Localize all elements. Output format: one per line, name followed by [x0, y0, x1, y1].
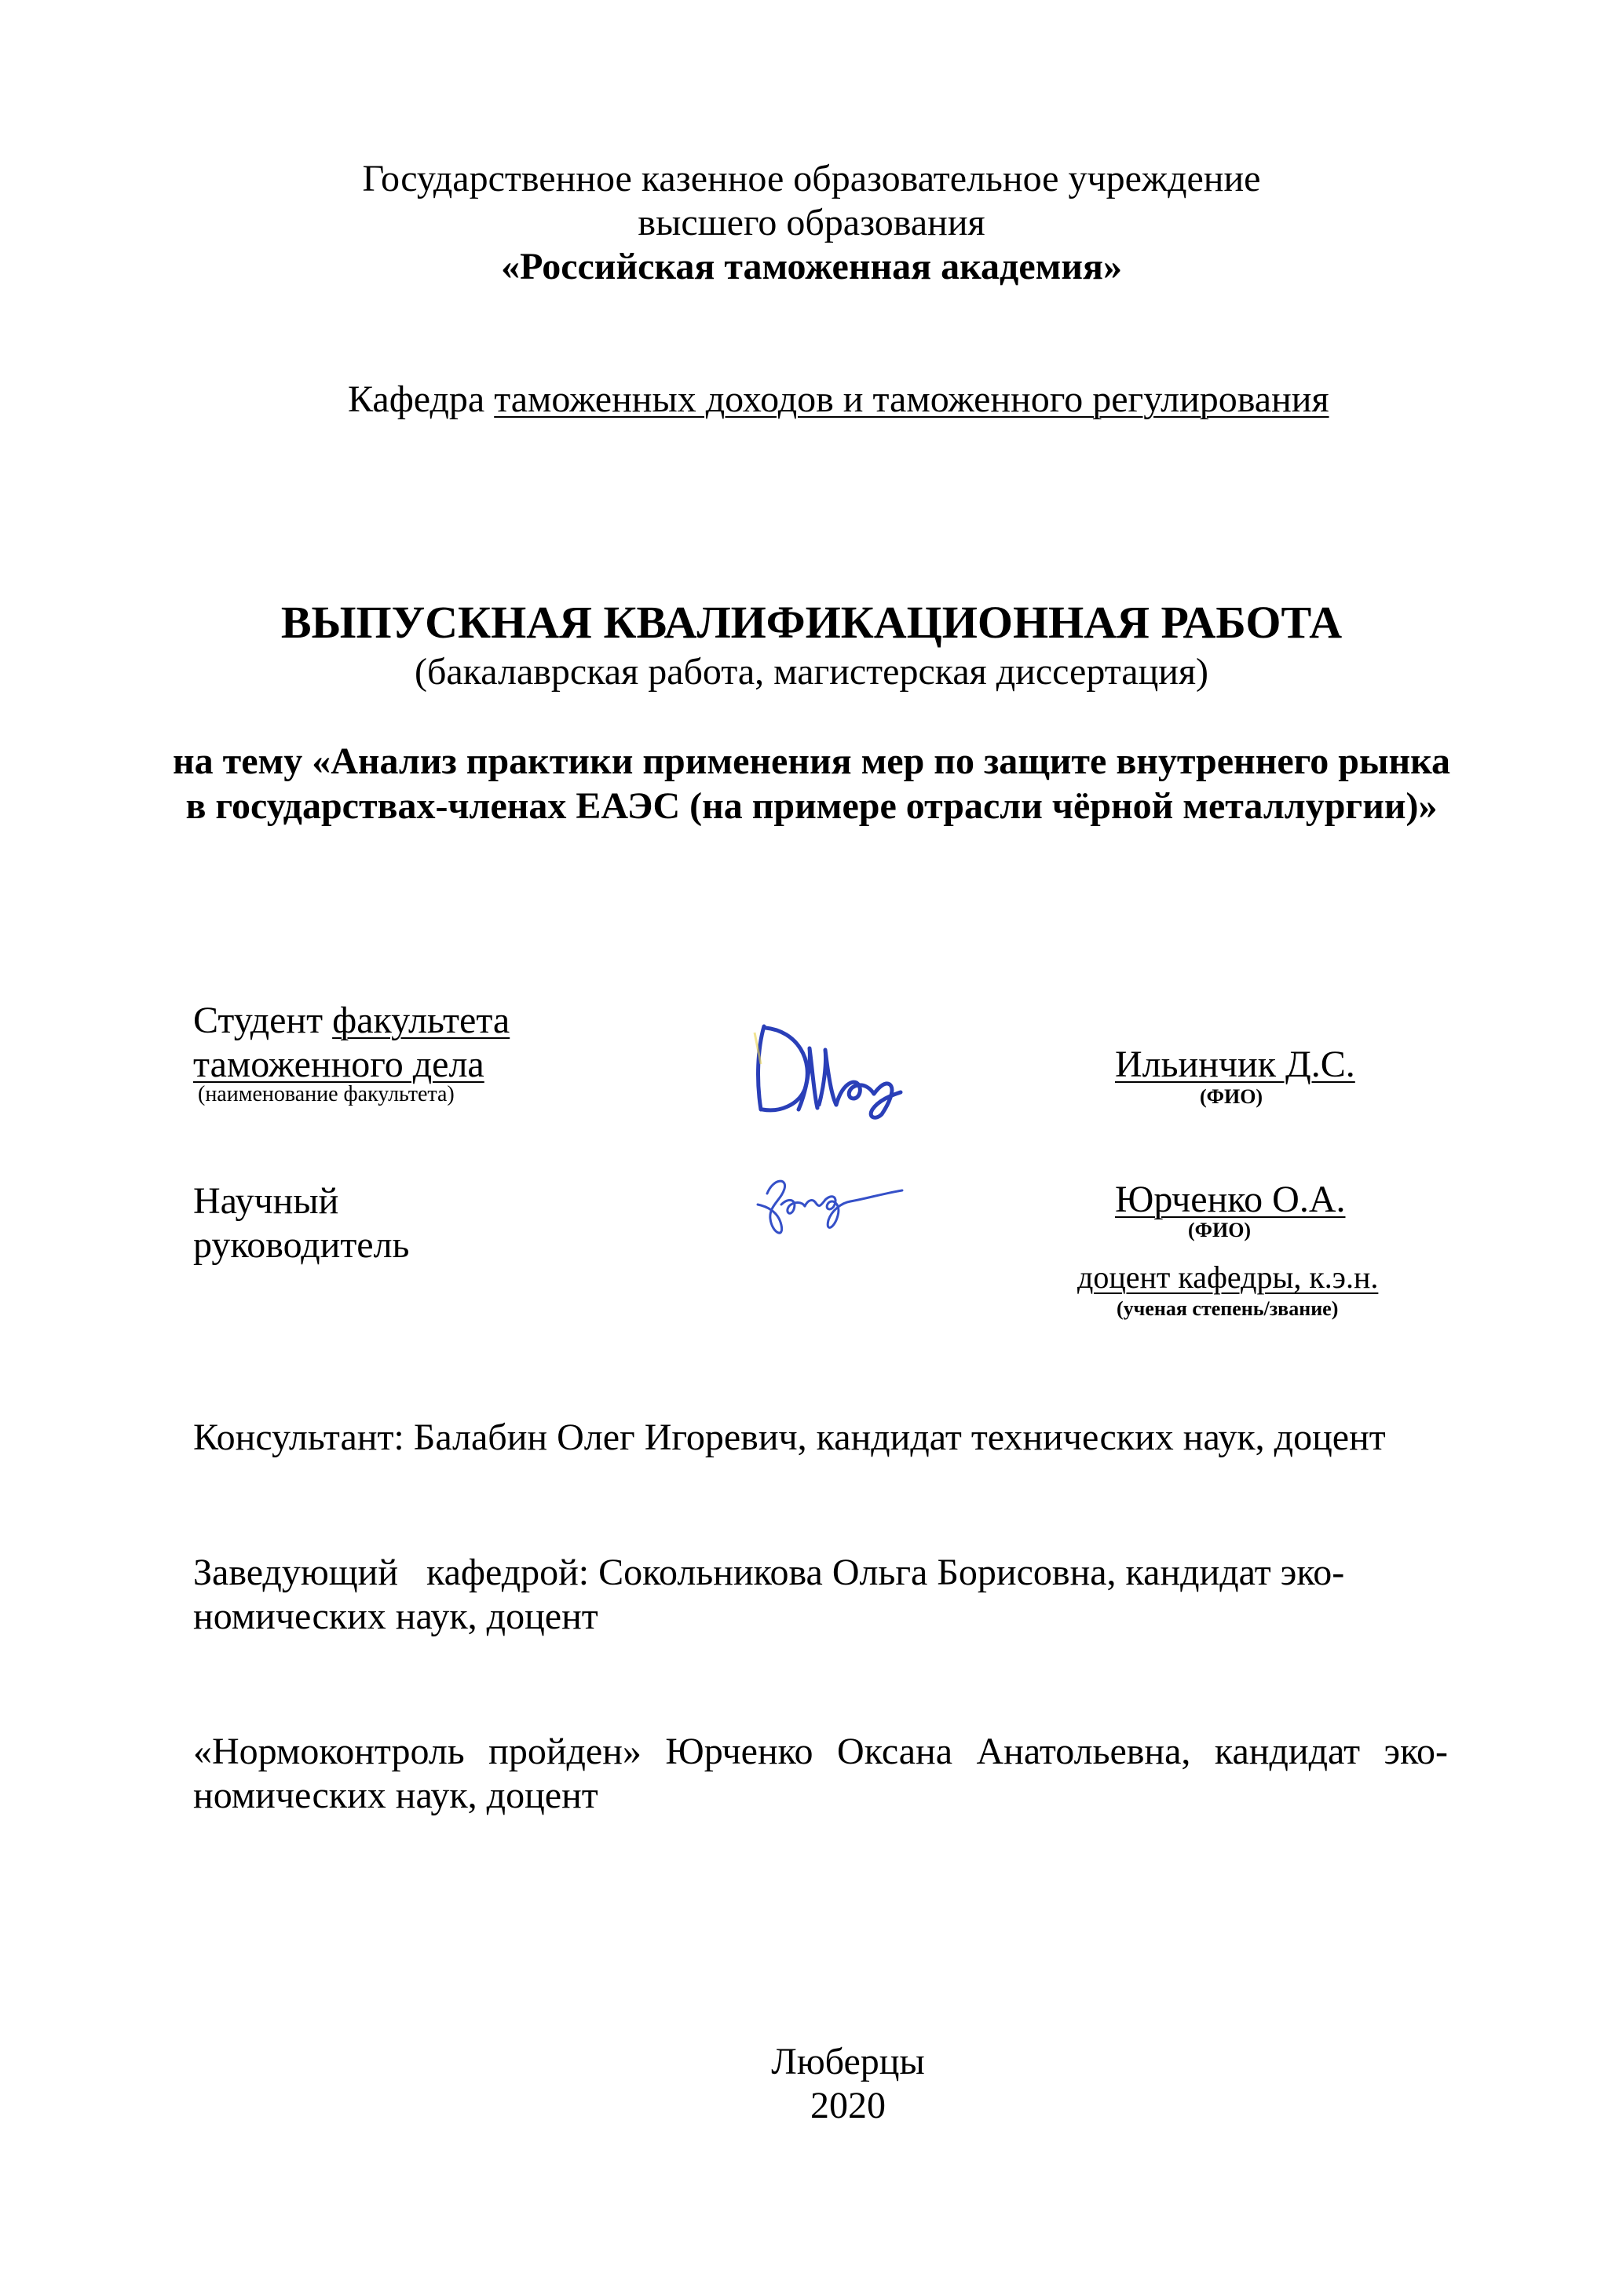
- consultant-text: Консультант: Балабин Олег Игоревич, кандидат технических наук, доцент: [193, 1417, 1386, 1458]
- department-name: таможенных доходов и таможенного регулирования: [494, 378, 1329, 420]
- head-of-department-line-2: номических наук, доцент: [193, 1596, 598, 1637]
- institution-name: «Российская таможенная академия»: [501, 246, 1122, 287]
- department-line: [348, 378, 1329, 422]
- department-prefix: Кафедра: [348, 378, 485, 420]
- student-faculty-line-1: факультета: [332, 1000, 510, 1041]
- student-signature: [750, 1017, 907, 1123]
- supervisor-name: Юрченко О.А.: [1115, 1179, 1346, 1220]
- supervisor-degree: доцент кафедры, к.э.н.: [1077, 1260, 1379, 1295]
- document-title: ВЫПУСКНАЯ КВАЛИФИКАЦИОННАЯ РАБОТА: [280, 597, 1343, 648]
- student-name-caption: (ФИО): [1200, 1085, 1263, 1108]
- document-subtitle: (бакалаврская работа, магистерская диссертация): [414, 651, 1209, 693]
- supervisor-label-line-1: Научный: [193, 1180, 339, 1222]
- institution-type: Государственное казенное образовательное учреждение: [362, 158, 1261, 199]
- supervisor-name-caption: (ФИО): [1188, 1219, 1252, 1241]
- normocontrol-line-2: номических наук, доцент: [193, 1775, 598, 1816]
- topic-line-1: на тему «Анализ практики применения мер по защите внутреннего рынка: [172, 740, 1451, 782]
- student-faculty-line-2: таможенного дела: [193, 1044, 484, 1085]
- supervisor-degree-caption: (ученая степень/звание): [1117, 1297, 1339, 1320]
- supervisor-signature: [750, 1170, 907, 1245]
- student-faculty-caption: (наименование факультета): [198, 1082, 455, 1106]
- head-of-department-line-1: Заведующий кафедрой: Сокольникова Ольга Борисовна, кандидат эко-: [193, 1552, 1345, 1593]
- student-label-prefix: Студент: [193, 1000, 324, 1041]
- institution-level: высшего образования: [638, 202, 985, 243]
- year: 2020: [810, 2085, 886, 2126]
- topic-line-2: в государствах-членах ЕАЭС (на примере отрасли чёрной металлургии)»: [185, 785, 1438, 827]
- student-name: Ильинчик Д.С.: [1115, 1044, 1355, 1085]
- normocontrol-line-1: «Нормоконтроль пройден» Юрченко Оксана Анатольевна, кандидат эко-: [193, 1731, 1448, 1772]
- city: Люберцы: [771, 2041, 925, 2082]
- supervisor-label-line-2: руководитель: [193, 1224, 410, 1266]
- student-label: [193, 999, 510, 1043]
